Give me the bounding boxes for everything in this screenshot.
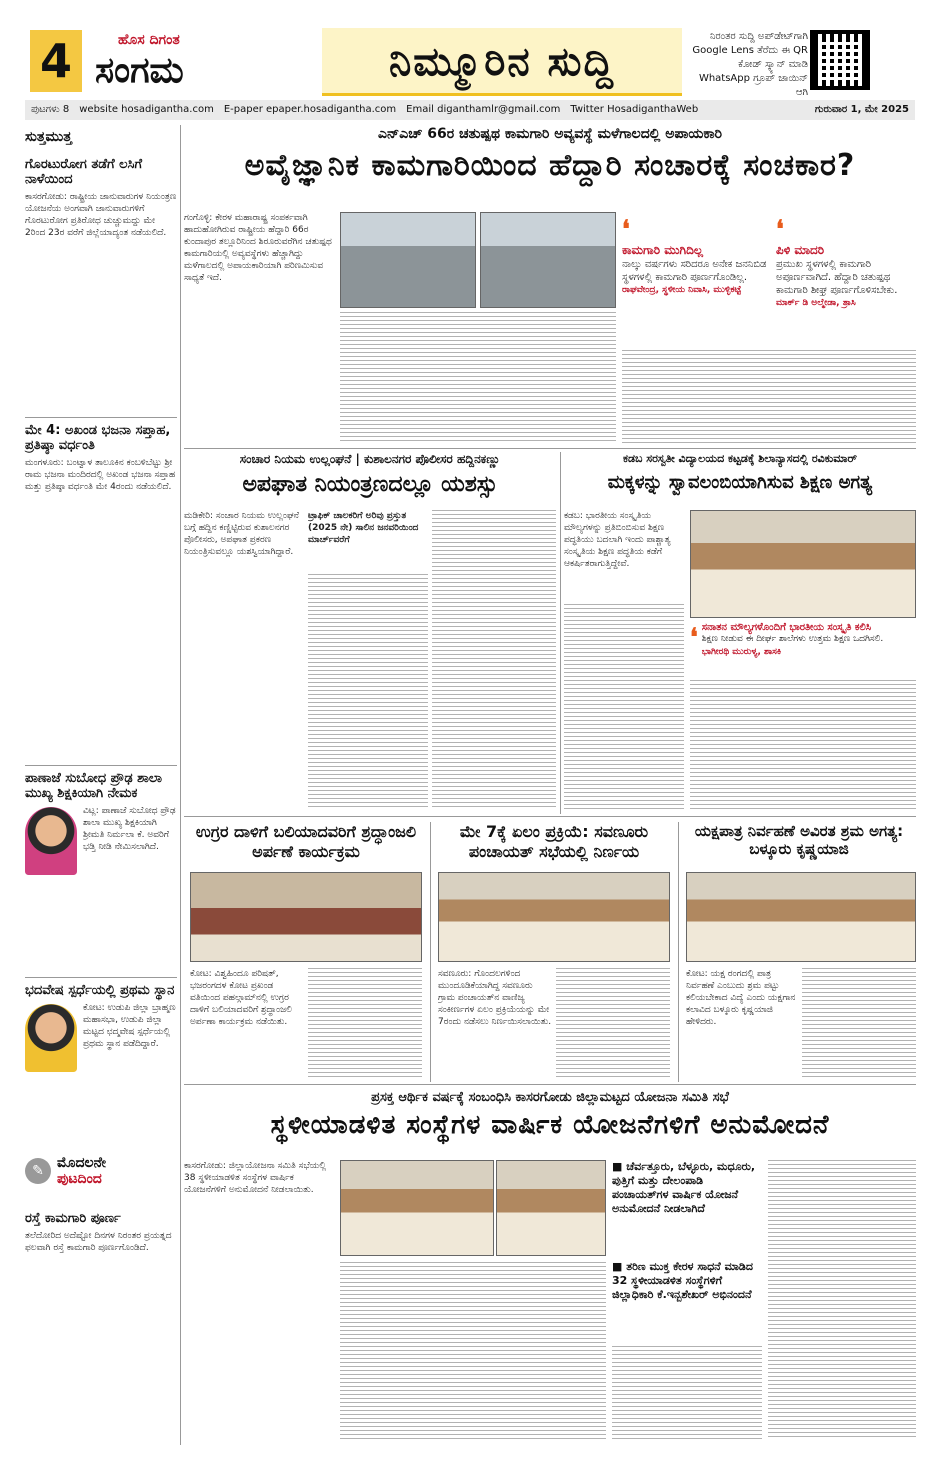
road-photo [480, 212, 616, 308]
portrait-photo [25, 807, 77, 875]
left-column-label: ಸುತ್ತಮುತ್ತ [25, 129, 72, 145]
divider [184, 448, 916, 449]
brief-body: ಮಂಗಳೂರು: ಬಂಟ್ವಾಳ ತಾಲೂಕಿನ ಕಂಬಳಿಬೆಟ್ಟು ಶ್ರೀ ರಾಮ ಭಜನಾ ಮಂದಿರದಲ್ಲಿ ಅಖಂಡ ಭಜನಾ ಸಪ್ತಾಹ ಮತ್ತು ಪ್ರತಿಷ್ಠಾ ವರ್ಧಂತಿ ಮೇ 4ರಂದು ನಡೆಯಲಿದೆ. [25, 458, 176, 492]
brief-story[interactable] [25, 983, 177, 1143]
story4-body: ಕೋಟ: ವಿಶ್ವಹಿಂದೂ ಪರಿಷತ್, ಭಜರಂಗದಳ ಕೋಟ ಪ್ರಖಂಡ ವತಿಯಿಂದ ಪಹಲ್ಗಾಮ್‌ನಲ್ಲಿ ಉಗ್ರರ ದಾಳಿಗೆ ಬಲಿಯಾದವರಿಗೆ ಶ್ರದ್ಧಾಂಜಲಿ ಅರ್ಪಣಾ ಕಾರ್ಯಕ್ರಮ ನಡೆಯಿತು. [190, 969, 292, 1027]
lead-body-continued [622, 350, 916, 444]
story7-body-continued [340, 1262, 606, 1440]
story6-headline[interactable]: ಯಕ್ಷಪಾತ್ರ ನಿರ್ವಹಣೆ ಅವಿರತ ಶ್ರಮ ಅಗತ್ಯ: ಬಳ್ಕೂರು ಕೃಷ್ಣಯಾಜಿ [694, 822, 904, 858]
story2-body-continued [308, 574, 428, 810]
brand-name: ಸಂಗಮ [95, 50, 184, 91]
brief-story[interactable] [25, 423, 177, 763]
brief-story[interactable] [25, 771, 177, 971]
quote-icon: ❛ [690, 622, 698, 651]
highlight-item: ■ ಚೆರ್ವತ್ತೂರು, ಬೆಳ್ಳೂರು, ಮಧೂರು, ಪುತ್ತಿಗೆ ಮತ್ತು ದೇಲಂಪಾಡಿ ಪಂಚಾಯತ್‌ಗಳ ವಾರ್ಷಿಕ ಯೋಜನೆ ಅನುಮೋದನೆ ನೀಡಲಾಗಿದೆ [612, 1160, 756, 1215]
event-photo [190, 872, 422, 962]
front-page-label-2: ಪುಟದಿಂದ [57, 1171, 102, 1187]
pull-quote [776, 214, 916, 344]
story2-headline[interactable]: ಅಪಘಾತ ನಿಯಂತ್ರಣದಲ್ಲೂ ಯಶಸ್ಸು [242, 472, 498, 497]
info-bar [25, 100, 915, 120]
story3-kicker: ಕಡಬ ಸರಸ್ವತೀ ವಿದ್ಯಾಲಯದ ಕಟ್ಟಡಕ್ಕೆ ಶಿಲಾನ್ಯಾಸದಲ್ಲಿ ರವಿಕುಮಾರ್ [623, 452, 857, 465]
front-page-label-1: ಮೊದಲನೇ [57, 1155, 106, 1171]
quote-byline: ಭಾಗೀರಥಿ ಮುರುಳ್ಯ, ಶಾಸಕಿ [701, 647, 782, 657]
quote-byline: ರಾಘವೇಂದ್ರ, ಸ್ಥಳೀಯ ನಿವಾಸಿ, ಮುಳ್ಳಿಕಟ್ಟೆ [622, 285, 742, 295]
brand-small: ಹೊಸ ದಿಗಂತ [118, 32, 180, 48]
brief-headline: ಮೇ 4: ಅಖಂಡ ಭಜನಾ ಸಪ್ತಾಹ, ಪ್ರತಿಷ್ಠಾ ವರ್ಧಂತಿ [25, 423, 171, 453]
story7-body-continued [768, 1160, 916, 1440]
divider [184, 1084, 916, 1085]
pencil-icon: ✎ [25, 1158, 51, 1184]
road-photo [340, 212, 476, 308]
divider [560, 452, 561, 814]
divider [430, 822, 431, 1082]
story5-body-continued [556, 968, 670, 1078]
story4-headline[interactable]: ಉಗ್ರರ ದಾಳಿಗೆ ಬಲಿಯಾದವರಿಗೆ ಶ್ರದ್ಧಾಂಜಲಿ ಅರ್ಪಣೆ ಕಾರ್ಯಕ್ರಮ [195, 822, 417, 861]
highlight-item: ■ ತರಿಣ ಮುಕ್ತ ಕೇರಳ ಸಾಧನೆ ಮಾಡಿದ 32 ಸ್ಥಳೀಯಾಡಳಿತ ಸಂಸ್ಥೆಗಳಿಗೆ ಜಿಲ್ಲಾಧಿಕಾರಿ ಕೆ.ಇನ್ಬಶೇಖರ್ ಅಭಿನಂದನೆ [612, 1260, 753, 1301]
quote-byline: ಮಾರ್ಕ್ ಡಿ ಅಲ್ಮೇಡಾ, ತ್ರಾಸಿ [776, 298, 856, 308]
story6-body: ಕೋಟ: ಯಕ್ಷ ರಂಗದಲ್ಲಿ ಪಾತ್ರ ನಿರ್ವಹಣೆ ಎಂಬುದು ಶ್ರಮ ಪಟ್ಟು ಕಲಿಯಬೇಕಾದ ವಿದ್ಯೆ ಎಂದು ಯಕ್ಷಗಾನ ಕಲಾವಿದ ಬಳ್ಕೂರು ಕೃಷ್ಣಯಾಜಿ ಹೇಳಿದರು. [686, 969, 796, 1027]
highlight-box [612, 1260, 762, 1340]
story7-body-continued [612, 1346, 762, 1440]
story3-headline[interactable]: ಮಕ್ಕಳನ್ನು ಸ್ವಾವಲಂಬಿಯಾಗಿಸುವ ಶಿಕ್ಷಣ ಅಗತ್ಯ [607, 472, 873, 493]
story2-body: ಮಡಿಕೇರಿ: ಸಂಚಾರ ನಿಯಮ ಉಲ್ಲಂಘನೆ ಬಗ್ಗೆ ಹದ್ದಿನ ಕಣ್ಣಿಟ್ಟಿರುವ ಕುಶಾಲನಗರ ಪೊಲೀಸರು, ಅಪಘಾತ ಪ್ರಕರಣ ನಿಯಂತ್ರಿಸುವಲ್ಲೂ ಯಶಸ್ವಿಯಾಗಿದ್ದಾರೆ. [184, 511, 299, 557]
divider [25, 977, 177, 978]
event-photo [690, 510, 916, 618]
divider [184, 816, 916, 817]
brief-body: ಕಾಸರಗೋಡು: ರಾಷ್ಟ್ರೀಯ ಜಾನುವಾರುಗಳ ನಿಯಂತ್ರಣ ಯೋಜನೆಯ ಅಂಗವಾಗಿ ಜಾನುವಾರುಗಳಿಗೆ ಗೊರಟುರೋಗ ಪ್ರತಿರೋಧ ಚುಚ್ಚುಮದ್ದು ಮೇ 2ರಿಂದ 23ರ ವರೆಗೆ ಜಿಲ್ಲೆಯಾದ್ಯಂತ ನಡೆಯಲಿದೆ. [25, 192, 177, 238]
story2-body-continued [432, 510, 556, 810]
quote-title: ಕಾಮಗಾರಿ ಮುಗಿದಿಲ್ಲ [622, 243, 704, 257]
story2-kicker: ಸಂಚಾರ ನಿಯಮ ಉಲ್ಲಂಘನೆ | ಕುಶಾಲನಗರ ಪೊಲೀಸರ ಹದ್ದಿನಕಣ್ಣು [239, 452, 501, 466]
brief-headline: ಪಾಣಾಜೆ ಸುಬೋಧ ಪ್ರೌಢ ಶಾಲಾ ಮುಖ್ಯ ಶಿಕ್ಷಕಿಯಾಗಿ ನೇಮಕ [25, 771, 162, 801]
brief-headline: ಭದವೇಷ ಸ್ಪರ್ಧೆಯಲ್ಲಿ ಪ್ರಥಮ ಸ್ಥಾನ [25, 983, 175, 998]
award-photo [686, 872, 916, 962]
story3-body-continued [564, 604, 684, 810]
story7-body: ಕಾಸರಗೋಡು: ಜಿಲ್ಲಾಯೋಜನಾ ಸಮಿತಿ ಸಭೆಯಲ್ಲಿ 38 ಸ್ಥಳೀಯಾಡಳಿತ ಸಂಸ್ಥೆಗಳ ವಾರ್ಷಿಕ ಯೋಜನೆಗಳಿಗೆ ಅನುಮೋದನೆ ನೀಡಲಾಯಿತು. [184, 1161, 327, 1195]
twitter-link[interactable]: Twitter HosadiganthaWeb [570, 104, 699, 115]
divider [678, 822, 679, 1082]
story2-subhead: ಟ್ರಾಫಿಕ್ ಚಾಲಕರಿಗೆ ಅರಿವು ಪ್ರಸ್ತುತ (2025 ನೇ) ಸಾಲಿನ ಜನವರಿಯಿಂದ ಮಾರ್ಚ್‌ವರೆಗೆ [308, 511, 419, 545]
quote-title: ಸನಾತನ ಮೌಲ್ಯಗಳೊಂದಿಗೆ ಭಾರತೀಯ ಸಂಸ್ಕೃತಿ ಕಲಿಸಿ [701, 622, 872, 633]
section-title: ನಿಮ್ಮೂರಿನ ಸುದ್ದಿ [322, 28, 682, 96]
highlight-box [612, 1160, 762, 1258]
story3-body-continued [690, 680, 916, 810]
quote-text: ಪ್ರಮುಖ ಸ್ಥಳಗಳಲ್ಲಿ ಕಾಮಗಾರಿ ಅಪೂರ್ಣವಾಗಿದೆ. ಹೆದ್ದಾರಿ ಚತುಷ್ಪಥ ಕಾಮಗಾರಿ ಶೀಘ್ರ ಪೂರ್ಣಗೊಳಿಸಬೇಕು. [776, 259, 898, 296]
meeting-photo [340, 1160, 494, 1256]
qr-code-icon[interactable] [810, 30, 870, 90]
lead-kicker: ಎನ್‌ಎಚ್ 66ರ ಚತುಷ್ಪಥ ಕಾಮಗಾರಿ ಅವ್ಯವಸ್ಥೆ ಮಳೆಗಾಲದಲ್ಲಿ ಅಪಾಯಕಾರಿ [377, 126, 723, 142]
brief-body: ಕೋಟ: ಉಡುಪಿ ಜಿಲ್ಲಾ ಬ್ರಾಹ್ಮಣ ಮಹಾಸಭಾ, ಉಡುಪಿ ಜಿಲ್ಲಾ ಮಟ್ಟದ ಛದ್ಮವೇಷ ಸ್ಪರ್ಧೆಯಲ್ಲಿ ಪ್ರಥಮ ಸ್ಥಾನ ಪಡೆದಿದ್ದಾರೆ. [83, 1003, 176, 1049]
lead-headline[interactable]: ಅವೈಜ್ಞಾನಿಕ ಕಾಮಗಾರಿಯಿಂದ ಹೆದ್ದಾರಿ ಸಂಚಾರಕ್ಕೆ ಸಂಚಕಾರ? [244, 148, 856, 183]
story3-body: ಕಡಬ: ಭಾರತೀಯ ಸಂಸ್ಕೃತಿಯ ಮೌಲ್ಯಗಳನ್ನು ಪ್ರತಿಬಿಂಬಿಸುವ ಶಿಕ್ಷಣ ಪದ್ಧತಿಯು ಬದಲಾಗಿ ಇಂದು ಪಾಶ್ಚಾತ್ಯ ಸಂಸ್ಕೃತಿಯ ಶಿಕ್ಷಣ ಪದ್ಧತಿಯ ಕಡೆಗೆ ಆಕರ್ಷಿತರಾಗುತ್ತಿದ್ದೇವೆ. [564, 511, 671, 569]
divider [25, 765, 177, 766]
quote-icon: ❛ [622, 214, 630, 243]
brief-story[interactable] [25, 1211, 177, 1443]
quote-text: ನಾಲ್ಕು ವರ್ಷಗಳು ಸರಿದರೂ ಅನೇಕ ಜನನಿಬಿಡ ಸ್ಥಳಗಳಲ್ಲಿ ಕಾಮಗಾರಿ ಪೂರ್ಣಗೊಂಡಿಲ್ಲ. [622, 259, 767, 283]
meeting-photo [438, 872, 670, 962]
story6-body-continued [802, 968, 916, 1078]
story5-headline[interactable]: ಮೇ 7ಕ್ಕೆ ಏಲಂ ಪ್ರಕ್ರಿಯೆ: ಸವಣೂರು ಪಂಚಾಯತ್ ಸಭೆಯಲ್ಲಿ ನಿರ್ಣಯ [459, 822, 649, 861]
pull-quote [690, 622, 916, 666]
quote-icon: ❛ [776, 214, 784, 243]
speaker-photo [496, 1160, 606, 1256]
quote-text: ಶಿಕ್ಷಣ ನೀಡುವ ಈ ದೀರ್ಘ ಶಾಲೆಗಳು ಉತ್ತಮ ಶಿಕ್ಷಣ ಒದಗಿಸಲಿ. [701, 634, 884, 644]
story7-kicker: ಪ್ರಸಕ್ತ ಆರ್ಥಿಕ ವರ್ಷಕ್ಕೆ ಸಂಬಂಧಿಸಿ ಕಾಸರಗೋಡು ಜಿಲ್ಲಾಮಟ್ಟದ ಯೋಜನಾ ಸಮಿತಿ ಸಭೆ [371, 1090, 729, 1105]
portrait-photo [25, 1004, 77, 1072]
qr-text: ನಿರಂತರ ಸುದ್ದಿ ಅಪ್‌ಡೇಟ್‌ಗಾಗಿ Google Lens ತೆರೆದು ಈ QR ಕೋಡ್ ಸ್ಕ್ಯಾನ್ ಮಾಡಿ WhatsApp ಗ್ರೂಪ್ ಜಾಯಿನ್ ಆಗಿ [692, 31, 808, 98]
page-count: ಪುಟಗಳು 8 [31, 104, 70, 115]
divider [180, 125, 181, 1445]
lead-body-continued [340, 312, 616, 444]
email-link[interactable]: Email diganthamlr@gmail.com [406, 104, 561, 115]
brief-body: ವಿಟ್ಲ: ಪಾಣಾಜೆ ಸುಬೋಧ ಪ್ರೌಢ ಶಾಲಾ ಮುಖ್ಯ ಶಿಕ್ಷಕಿಯಾಗಿ ಶ್ರೀಮತಿ ನಿರ್ಮಲಾ ಕೆ. ಅವರಿಗೆ ಭಡ್ತಿ ನೀಡಿ ನೇಮಿಸಲಾಗಿದೆ. [83, 806, 176, 852]
lead-body: ಗಂಗೊಳ್ಳಿ: ಕೇರಳ ಮಹಾರಾಷ್ಟ್ರ ಸಂಪರ್ಕವಾಗಿ ಹಾದುಹೋಗಿರುವ ರಾಷ್ಟ್ರೀಯ ಹೆದ್ದಾರಿ 66ರ ಕುಂದಾಪುರ ತಲ್ಲೂರಿನಿಂದ ಶಿರೂರುವರೆಗಿನ ಚತುಷ್ಪಥ ಕಾಮಗಾರಿಯಲ್ಲಿ ಅವ್ಯವಸ್ಥೆಗಳು ಹೆಚ್ಚಾಗಿದ್ದು ಮಳೆಗಾಲದಲ್ಲಿ ಅಪಾಯಕಾರಿಯಾಗಿ ಪರಿಣಮಿಸುವ ಸಾಧ್ಯತೆ ಇದೆ. [184, 213, 332, 283]
epaper-link[interactable]: E-paper epaper.hosadigantha.com [223, 104, 397, 115]
pull-quote [622, 214, 770, 344]
brief-story[interactable] [25, 157, 177, 415]
brief-headline: ರಸ್ತೆ ಕಾಮಗಾರಿ ಪೂರ್ಣ [25, 1211, 121, 1226]
story4-body-continued [308, 968, 422, 1078]
website-link[interactable]: website hosadigantha.com [79, 104, 214, 115]
brief-headline: ಗೊರಟುರೋಗ ತಡೆಗೆ ಲಸಿಗೆ ನಾಳೆಯಿಂದ [25, 157, 142, 187]
divider [25, 417, 177, 418]
page-number: 4 [30, 30, 82, 92]
quote-title: ಪಿಳಿ ಮಾದರಿ [776, 243, 825, 257]
story7-headline[interactable]: ಸ್ಥಳೀಯಾಡಳಿತ ಸಂಸ್ಥೆಗಳ ವಾರ್ಷಿಕ ಯೋಜನೆಗಳಿಗೆ ಅನುಮೋದನೆ [270, 1110, 830, 1140]
front-page-label [25, 1155, 177, 1205]
left-column [25, 125, 177, 1445]
issue-date: ಗುರುವಾರ 1, ಮೇ 2025 [814, 104, 909, 115]
brief-body: ತಲೆದೋರಿದ ಅದೆಷ್ಟೋ ದಿನಗಳ ನಿರಂತರ ಪ್ರಯತ್ನದ ಫಲವಾಗಿ ರಸ್ತೆ ಕಾಮಗಾರಿ ಪೂರ್ಣಗೊಂಡಿದೆ. [25, 1231, 172, 1253]
story5-body: ಸವಣೂರು: ಗೊಂದಲಗಳಿಂದ ಮುಂದೂಡಿಕೆಯಾಗಿದ್ದ ಸವಣೂರು ಗ್ರಾಮ ಪಂಚಾಯತ್‌ನ ವಾಣಿಜ್ಯ ಸಂಕೀರ್ಣಗಳ ಏಲಂ ಪ್ರಕ್ರಿಯೆಯನ್ನು ಮೇ 7ರಂದು ನಡೆಸಲು ನಿರ್ಣಯಿಸಲಾಯಿತು. [438, 969, 552, 1027]
